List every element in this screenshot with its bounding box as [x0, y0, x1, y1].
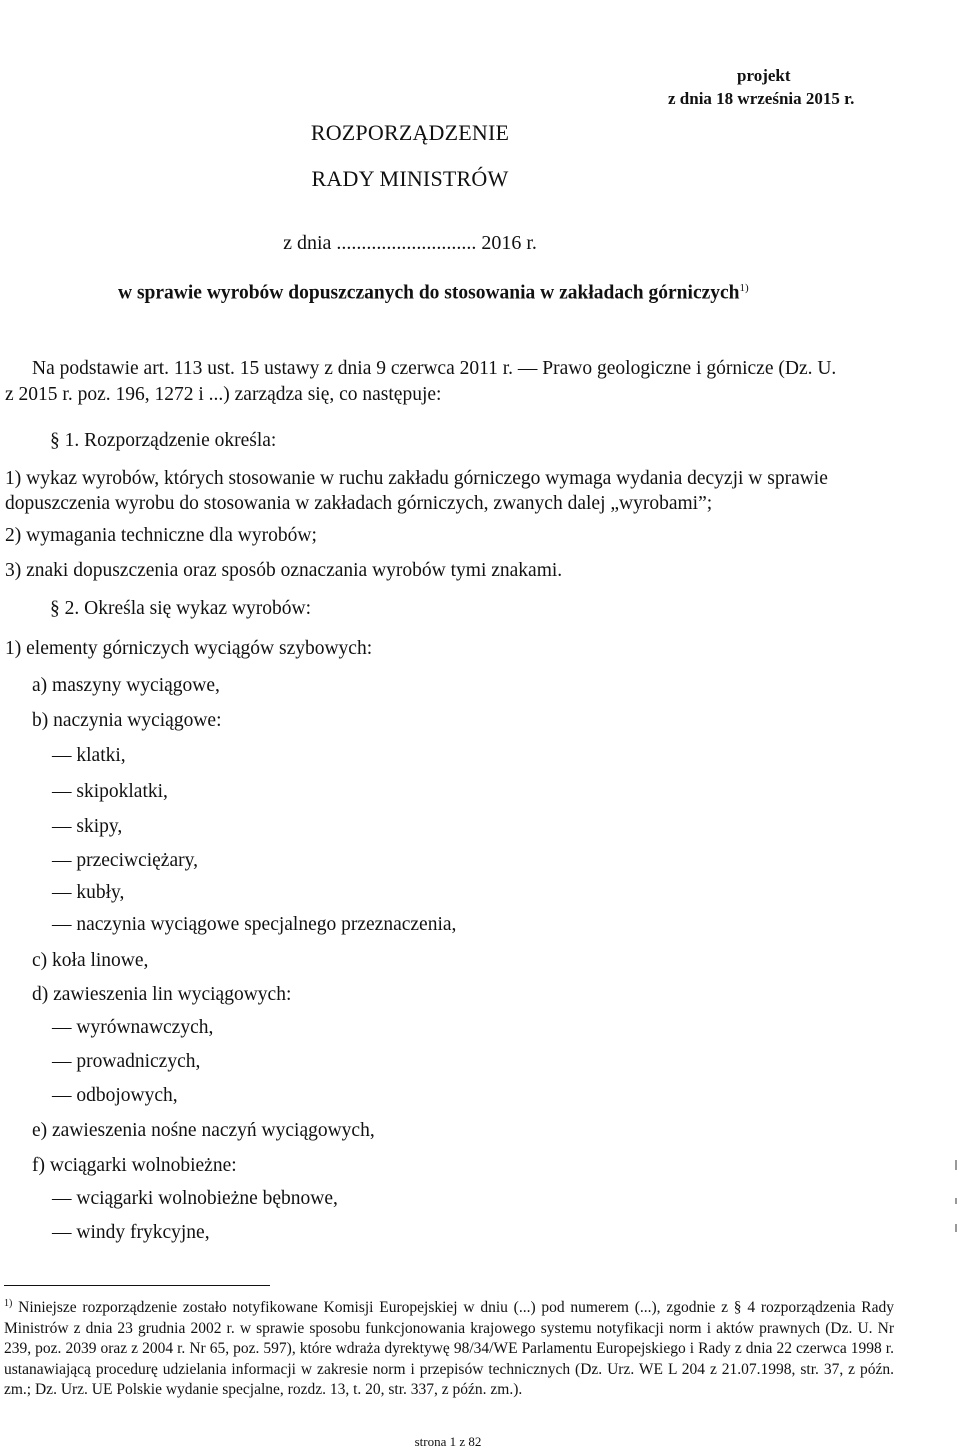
preamble-line-2: z 2015 r. poz. 196, 1272 i ...) zarządza się, co następuje:: [5, 384, 442, 405]
section-2-item-1: 1) elementy górniczych wyciągów szybowych:: [5, 638, 373, 659]
list-item: — klatki,: [52, 745, 126, 766]
section-1-item-3: 3) znaki dopuszczenia oraz sposób oznaczania wyrobów tymi znakami.: [5, 560, 563, 581]
section-2-item-c: c) koła linowe,: [32, 950, 149, 971]
footnote-separator: [4, 1285, 270, 1286]
section-2-item-b: b) naczynia wyciągowe:: [32, 710, 222, 731]
section-1-item-1-line-1: 1) wykaz wyrobów, których stosowanie w ruchu zakładu górniczego wymaga wydania decyzji w sprawie: [5, 468, 828, 489]
section-1-item-2: 2) wymagania techniczne dla wyrobów;: [5, 525, 317, 546]
issuer-title: RADY MINISTRÓW: [311, 166, 509, 191]
list-item: — prowadniczych,: [52, 1051, 201, 1072]
list-item: — wyrównawczych,: [52, 1017, 214, 1038]
footnote-text: Niniejsze rozporządzenie zostało notyfikowane Komisji Europejskiej w dniu (...) pod numerem (...), zgodnie z § 4 rozporządzenia Rady Ministrów z dnia 23 grudnia 2002 r. w sprawie sposobu funkcjonowania krajowego systemu notyfikacji norm i aktów prawnych (Dz. U. Nr 239, poz. 2039 oraz z 2004 r. Nr 65, poz. 597), które wdraża dyrektywę 98/34/WE Parlamentu Europejskiego i Rady z dnia 22 czerwca 1998 r. ustanawiającą procedurę udzielania informacji w zakresie norm i przepisów technicznych (Dz. Urz. WE L 204 z 21.07.1998, str. 37, z późn. zm.; Dz. Urz. UE Polskie wydanie specjalne, rozdz. 13, t. 20, str. 337, z późn. zm.).: [4, 1299, 894, 1399]
preamble-line-1: Na podstawie art. 113 ust. 15 ustawy z dnia 9 czerwca 2011 r. — Prawo geologiczne i górnicze (Dz. U.: [32, 358, 837, 379]
project-label: projekt: [737, 66, 791, 85]
page-number: strona 1 z 82: [414, 1434, 482, 1449]
list-item: — skipoklatki,: [52, 781, 168, 802]
section-2-heading: § 2. Określa się wykaz wyrobów:: [50, 598, 312, 619]
list-item: — wciągarki wolnobieżne bębnowe,: [52, 1188, 338, 1209]
section-2-item-e: e) zawieszenia nośne naczyń wyciągowych,: [32, 1120, 375, 1141]
list-item: — odbojowych,: [52, 1085, 178, 1106]
list-item: — windy frykcyjne,: [52, 1222, 210, 1243]
section-2-item-a: a) maszyny wyciągowe,: [32, 675, 220, 696]
footnote-ref[interactable]: 1): [739, 282, 749, 294]
project-date: z dnia 18 września 2015 r.: [668, 89, 855, 108]
list-item: — naczynia wyciągowe specjalnego przeznaczenia,: [52, 914, 457, 935]
footnote-marker: 1): [4, 1298, 13, 1309]
list-item: — skipy,: [52, 816, 123, 837]
list-item: — przeciwciężary,: [52, 850, 198, 871]
act-subject-text: w sprawie wyrobów dopuszczanych do stosowania w zakładach górniczych: [118, 282, 740, 304]
section-1-item-1-line-2: dopuszczenia wyrobu do stosowania w zakładach górniczych, zwanych dalej „wyrobami”;: [5, 493, 713, 514]
footnote: [4, 1294, 894, 1401]
list-item: — kubły,: [52, 882, 125, 903]
section-2-item-f: f) wciągarki wolnobieżne:: [32, 1155, 237, 1176]
section-1-heading: § 1. Rozporządzenie określa:: [50, 430, 277, 451]
act-subject: [118, 282, 749, 305]
act-type-title: ROZPORZĄDZENIE: [310, 120, 510, 145]
act-date: z dnia ............................ 2016 r.: [283, 232, 537, 254]
section-2-item-d: d) zawieszenia lin wyciągowych:: [32, 984, 292, 1005]
